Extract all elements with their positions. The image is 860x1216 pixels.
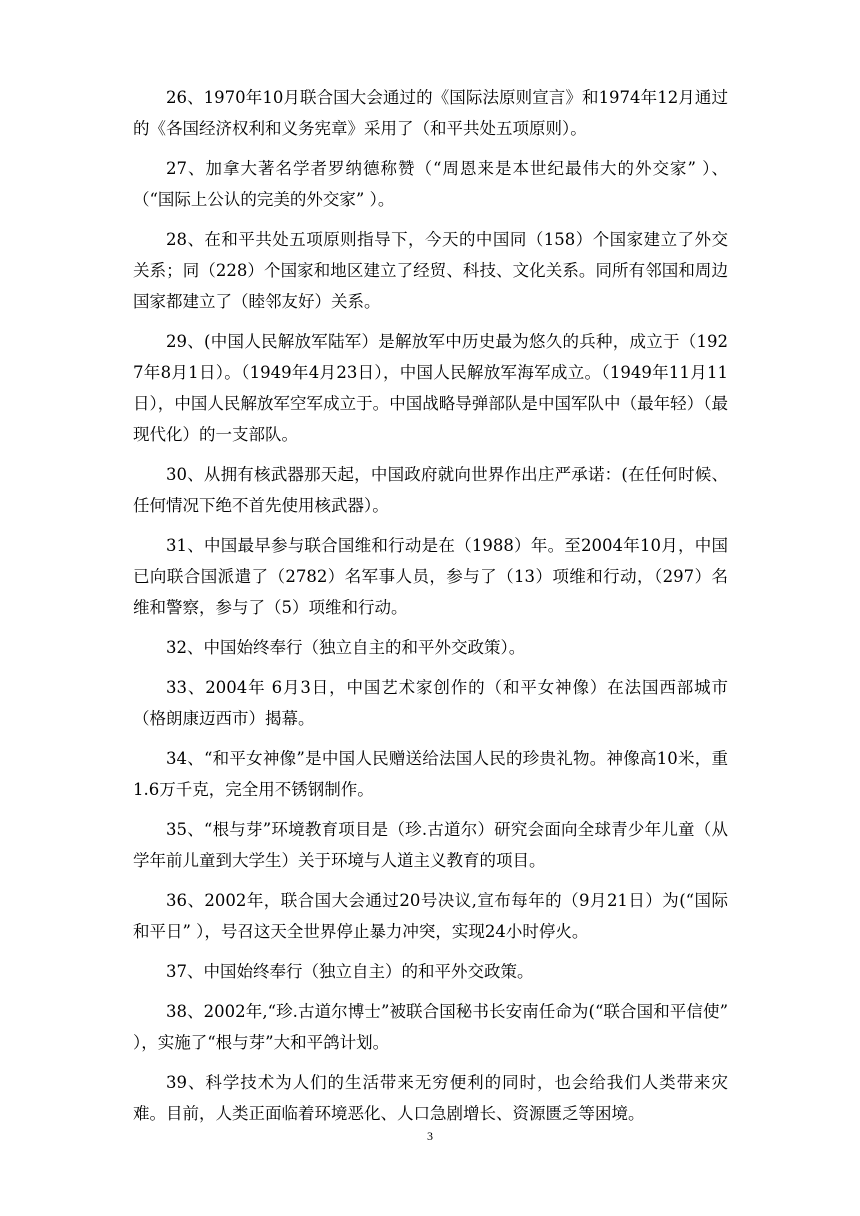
page-number: 3	[427, 1129, 433, 1143]
paragraph-32: 32、中国始终奉行（独立自主的和平外交政策）。	[166, 638, 526, 657]
paragraph-26: 26、1970年10月联合国大会通过的《国际法原则宣言》和1974年12月通过的《各国经济权利和义务宪章》采用了（和平共处五项原则）。	[133, 88, 728, 138]
paragraph-39: 39、科学技术为人们的生活带来无穷便利的同时，也会给我们人类带来灾难。目前，人类正面临着环境恶化、人口急剧增长、资源匮乏等困境。	[133, 1073, 728, 1123]
paragraph-29: 29、(中国人民解放军陆军）是解放军中历史最为悠久的兵种，成立于（1927年8月1日）。（1949年4月23日），中国人民解放军海军成立。（1949年11月11日），中国人民解放军空军成立于。中国战略导弹部队是中国军队中（最年轻）（最现代化）的一支部队。	[133, 332, 728, 444]
paragraph-30: 30、从拥有核武器那天起，中国政府就向世界作出庄严承诺：(在任何时候、任何情况下绝不首先使用核武器）。	[133, 465, 728, 515]
paragraph-27: 27、加拿大著名学者罗纳德称赞（“周恩来是本世纪最伟大的外交家” ）、（“国际上公认的完美的外交家” ）。	[133, 159, 728, 209]
paragraph-38: 38、2002年,“珍.古道尔博士”被联合国秘书长安南任命为(“联合国和平信使” ），实施了“根与芽”大和平鸽计划。	[133, 1002, 728, 1052]
paragraph-36: 36、2002年，联合国大会通过20号决议,宣布每年的（9月21日）为(“国际和平日” ），号召这天全世界停止暴力冲突，实现24小时停火。	[133, 891, 728, 941]
paragraph-34: 34、“和平女神像”是中国人民赠送给法国人民的珍贵礼物。神像高10米，重1.6万千克，完全用不锈钢制作。	[133, 749, 728, 799]
paragraph-35: 35、“根与芽”环境教育项目是（珍.古道尔）研究会面向全球青少年儿童（从学年前儿童到大学生）关于环境与人道主义教育的项目。	[133, 820, 728, 870]
paragraph-33: 33、2004年 6月3日，中国艺术家创作的（和平女神像）在法国西部城市（格朗康迈西市）揭幕。	[133, 678, 728, 728]
document-body	[133, 82, 728, 1138]
paragraph-37: 37、中国始终奉行（独立自主）的和平外交政策。	[166, 962, 534, 981]
paragraph-31: 31、中国最早参与联合国维和行动是在（1988）年。至2004年10月，中国已向联合国派遣了（2782）名军事人员，参与了（13）项维和行动，（297）名维和警察，参与了（5）项维和行动。	[133, 536, 728, 617]
paragraph-28: 28、在和平共处五项原则指导下，今天的中国同（158）个国家建立了外交关系；同（228）个国家和地区建立了经贸、科技、文化关系。同所有邻国和周边国家都建立了（睦邻友好）关系。	[133, 230, 728, 311]
